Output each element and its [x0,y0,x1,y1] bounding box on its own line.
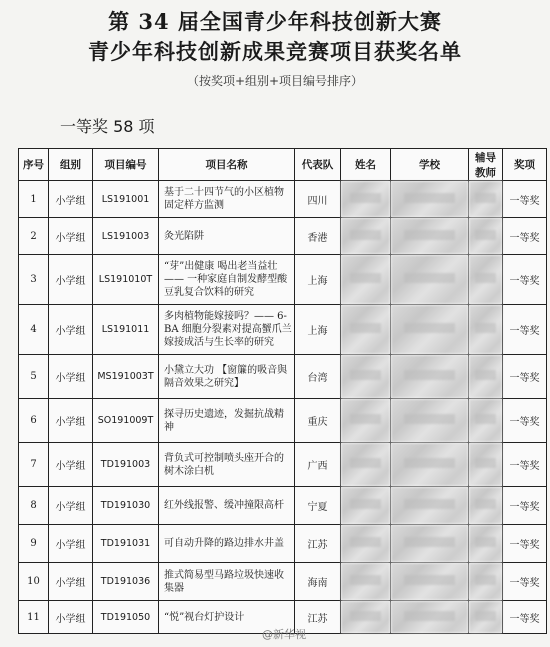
school-redacted [391,181,469,218]
school-redacted [391,399,469,443]
team-cell: 广西 [295,443,341,487]
school-redacted [391,218,469,255]
student-name-redacted [341,399,391,443]
award-cell: 一等奖 [503,563,547,601]
school-redacted [391,355,469,399]
row-number: 1 [19,181,49,218]
row-number: 5 [19,355,49,399]
col-header-group: 组别 [49,149,93,181]
team-cell: 江苏 [295,525,341,563]
teacher-redacted [469,305,503,355]
redaction-mark [350,537,382,547]
student-name-redacted [341,601,391,634]
group-cell: 小学组 [49,399,93,443]
project-name: 可自动升降的路边排水井盖 [159,525,295,563]
redaction-mark [475,575,495,585]
row-number: 10 [19,563,49,601]
table-row [19,399,547,443]
teacher-redacted [469,443,503,487]
redaction-mark [404,537,455,547]
group-cell: 小学组 [49,487,93,525]
school-redacted [391,563,469,601]
project-name: 探寻历史遗迹，发掘抗战精神 [159,399,295,443]
award-table [18,148,547,634]
teacher-redacted [469,399,503,443]
col-header-team: 代表队 [295,149,341,181]
table-row [19,443,547,487]
project-name: 灸光陷阱 [159,218,295,255]
project-code: SO191009T [93,399,159,443]
table-row [19,218,547,255]
award-cell: 一等奖 [503,525,547,563]
document-subtitle: （按奖项+组别+项目编号排序） [186,74,364,88]
redaction-mark [404,273,455,283]
school-redacted [391,305,469,355]
project-name: 基于二十四节气的小区植物固定样方监测 [159,181,295,218]
project-code: LS191011 [93,305,159,355]
team-cell: 宁夏 [295,487,341,525]
col-header-project: 项目名称 [159,149,295,181]
col-header-school: 学校 [391,149,469,181]
section-title: 一等奖 58 项 [60,117,155,136]
redaction-mark [404,370,455,380]
redaction-mark [475,230,495,240]
redaction-mark [475,537,495,547]
teacher-redacted [469,525,503,563]
award-cell: 一等奖 [503,601,547,634]
project-code: TD191050 [93,601,159,634]
group-cell: 小学组 [49,218,93,255]
student-name-redacted [341,525,391,563]
row-number: 7 [19,443,49,487]
redaction-mark [350,273,382,283]
table-row [19,355,547,399]
group-cell: 小学组 [49,443,93,487]
project-code: TD191031 [93,525,159,563]
group-cell: 小学组 [49,305,93,355]
award-cell: 一等奖 [503,487,547,525]
row-number: 6 [19,399,49,443]
redaction-mark [350,611,382,621]
row-number: 8 [19,487,49,525]
redaction-mark [404,499,455,509]
table-row [19,525,547,563]
redaction-mark [350,499,382,509]
col-header-no: 序号 [19,149,49,181]
redaction-mark [475,414,495,424]
student-name-redacted [341,563,391,601]
team-cell: 四川 [295,181,341,218]
row-number: 4 [19,305,49,355]
project-code: TD191030 [93,487,159,525]
table-row [19,255,547,305]
student-name-redacted [341,255,391,305]
student-name-redacted [341,218,391,255]
redaction-mark [404,193,455,203]
redaction-mark [475,370,495,380]
award-cell: 一等奖 [503,255,547,305]
redaction-mark [350,230,382,240]
group-cell: 小学组 [49,181,93,218]
project-name: “芽”出健康 喝出老当益壮—— 一种家庭自制发酵型酸豆乳复合饮料的研究 [159,255,295,305]
redaction-mark [404,230,455,240]
redaction-mark [404,414,455,424]
project-code: LS191001 [93,181,159,218]
student-name-redacted [341,487,391,525]
school-redacted [391,255,469,305]
group-cell: 小学组 [49,525,93,563]
redaction-mark [350,458,382,468]
teacher-redacted [469,255,503,305]
student-name-redacted [341,443,391,487]
redaction-mark [350,323,382,333]
col-header-name: 姓名 [341,149,391,181]
redaction-mark [350,414,382,424]
award-cell: 一等奖 [503,443,547,487]
row-number: 3 [19,255,49,305]
group-cell: 小学组 [49,601,93,634]
table-row [19,305,547,355]
redaction-mark [475,499,495,509]
teacher-redacted [469,355,503,399]
team-cell: 上海 [295,255,341,305]
row-number: 9 [19,525,49,563]
project-name: 红外线报警、缓冲撞限高杆 [159,487,295,525]
student-name-redacted [341,355,391,399]
student-name-redacted [341,305,391,355]
col-header-teacher: 辅导教师 [469,149,503,181]
project-name: 推式简易型马路垃圾快速收集器 [159,563,295,601]
project-name: “悦”视台灯护设计 [159,601,295,634]
group-cell: 小学组 [49,355,93,399]
project-code: MS191003T [93,355,159,399]
redaction-mark [350,370,382,380]
school-redacted [391,601,469,634]
col-header-code: 项目编号 [93,149,159,181]
document-title-line1: 第 34 届全国青少年科技创新大赛 [108,9,442,34]
redaction-mark [475,458,495,468]
redaction-mark [350,575,382,585]
project-name: 小黛立大功 【窗簾的吸音與隔音效果之研究】 [159,355,295,399]
table-row [19,563,547,601]
row-number: 11 [19,601,49,634]
redaction-mark [475,611,495,621]
teacher-redacted [469,218,503,255]
team-cell: 海南 [295,563,341,601]
award-table-body [19,181,547,634]
award-cell: 一等奖 [503,399,547,443]
project-code: LS191010T [93,255,159,305]
team-cell: 上海 [295,305,341,355]
redaction-mark [404,458,455,468]
table-row [19,181,547,218]
award-cell: 一等奖 [503,355,547,399]
award-cell: 一等奖 [503,305,547,355]
student-name-redacted [341,181,391,218]
redaction-mark [404,575,455,585]
teacher-redacted [469,601,503,634]
redaction-mark [475,323,495,333]
table-header-row [19,149,547,181]
teacher-redacted [469,487,503,525]
col-header-award: 奖项 [503,149,547,181]
project-code: TD191036 [93,563,159,601]
team-cell: 江苏 [295,601,341,634]
school-redacted [391,487,469,525]
team-cell: 重庆 [295,399,341,443]
team-cell: 台湾 [295,355,341,399]
document-title-line2: 青少年科技创新成果竞赛项目获奖名单 [88,39,462,64]
project-name: 多肉植物能嫁接吗？—— 6-BA 细胞分裂素对提高蟹爪兰嫁接成活与生长率的研究 [159,305,295,355]
school-redacted [391,525,469,563]
award-cell: 一等奖 [503,181,547,218]
project-code: LS191003 [93,218,159,255]
project-name: 背负式可控制喷头座开合的树木涂白机 [159,443,295,487]
redaction-mark [404,323,455,333]
redaction-mark [350,193,382,203]
award-cell: 一等奖 [503,218,547,255]
teacher-redacted [469,181,503,218]
group-cell: 小学组 [49,255,93,305]
project-code: TD191003 [93,443,159,487]
redaction-mark [475,273,495,283]
team-cell: 香港 [295,218,341,255]
redaction-mark [475,193,495,203]
watermark: @新华视 [262,628,306,641]
group-cell: 小学组 [49,563,93,601]
school-redacted [391,443,469,487]
redaction-mark [404,611,455,621]
table-row [19,487,547,525]
row-number: 2 [19,218,49,255]
teacher-redacted [469,563,503,601]
